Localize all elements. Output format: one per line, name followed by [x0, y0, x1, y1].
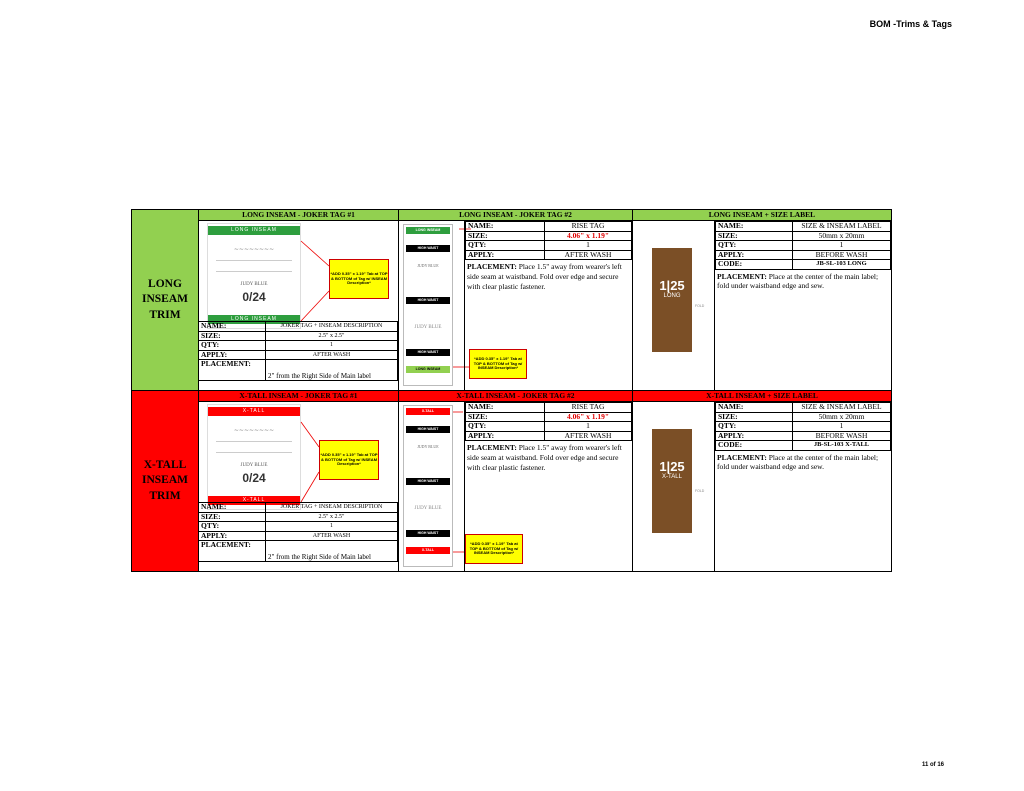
column-title: LONG INSEAM - JOKER TAG #2: [399, 210, 632, 221]
size-label-column: LONG INSEAM + SIZE LABEL 1|25 LONG FOLD NAME: SIZE & INSEAM LABEL SIZE: 50mm x 20mm QTY: 1 APPLY: BEFORE WASH CODE: JB-SL-103 LONG PLACEMENT: Place at the center of the main label; fold under waistband edge and sew.: [633, 210, 891, 390]
placement-text: PLACEMENT: Place at the center of the main label; fold under waistband edge and sew.: [717, 271, 879, 291]
add-tab-note: *ADD 0.35" x 1.19" Tab at TOP & BOTTOM of Tag w/ INSEAM Description*: [329, 259, 389, 299]
joker-tag-1-column: [199, 210, 399, 390]
section-side-label: LONG INSEAM TRIM: [132, 210, 199, 390]
add-tab-note: *ADD 0.35" x 1.19" Tab at TOP & BOTTOM of Tag w/ INSEAM Description*: [319, 440, 379, 480]
column-title: LONG INSEAM - JOKER TAG #1: [199, 210, 398, 221]
joker-tag-1-column: [199, 391, 399, 571]
placement-text: PLACEMENT: Place at the center of the main label; fold under waistband edge and sew.: [717, 452, 879, 472]
page-number: 11 of 16: [921, 762, 944, 768]
column-title: X-TALL INSEAM - JOKER TAG #1: [199, 391, 398, 402]
long-inseam-section: [131, 209, 892, 391]
rise-tag-image: LONG INSEAM HIGH WAIST JUDY BLUE HIGH WAIST JUDY BLUE HIGH WAIST LONG INSEAM: [403, 224, 453, 386]
size-label-image: 1|25 X-TALL: [652, 429, 692, 533]
joker-tag-2-specs: NAME: RISE TAG SIZE: 4.06" x 1.19" QTY: 1 APPLY: AFTER WASH: [465, 402, 632, 441]
xtall-inseam-section: [131, 390, 892, 572]
joker-tag-2-column: [399, 391, 633, 571]
placement-text: PLACEMENT: Place 1.5" away from wearer's left side seam at waistband. Fold over edge and secure with clear plastic fastener.: [467, 262, 622, 291]
joker-tag-1-specs: NAME: JOKER TAG + INSEAM DESCRIPTION SIZE: 2.5" x 2.5" QTY: 1 APPLY: AFTER WASH PLACEMENT: 2" from the Right Side of Main label: [198, 321, 398, 381]
section-side-label: X-TALL INSEAM TRIM: [132, 391, 199, 571]
joker-tag-2-column: [399, 210, 633, 390]
size-label-image: 1|25 LONG: [652, 248, 692, 352]
column-title: LONG INSEAM + SIZE LABEL: [633, 210, 891, 221]
page-header: BOM -Trims & Tags: [869, 19, 952, 29]
add-tab-note: *ADD 0.35" x 1.19" Tab at TOP & BOTTOM of Tag w/ INSEAM Description*: [465, 534, 523, 564]
size-label-specs: NAME: SIZE & INSEAM LABEL SIZE: 50mm x 20mm QTY: 1 APPLY: BEFORE WASH CODE: JB-SL-103 LONG: [715, 221, 891, 270]
column-title: X-TALL INSEAM + SIZE LABEL: [633, 391, 891, 402]
size-label-column: X-TALL INSEAM + SIZE LABEL 1|25 X-TALL FOLD NAME: SIZE & INSEAM LABEL SIZE: 50mm x 20mm QTY: 1 APPLY: BEFORE WASH CODE: JB-SL-103 X-TALL PLACEMENT: Place at the center of the main label; fold under waistband edge and sew.: [633, 391, 891, 571]
joker-tag-image: LONG INSEAM ~~~~~~~~ JUDY BLUE 0/24 LONG INSEAM: [207, 223, 301, 329]
joker-tag-image: X-TALL ~~~~~~~~ JUDY BLUE 0/24 X-TALL: [207, 404, 301, 510]
column-title: X-TALL INSEAM - JOKER TAG #2: [399, 391, 632, 402]
placement-text: PLACEMENT: Place 1.5" away from wearer's left side seam at waistband. Fold over edge and secure with clear plastic fastener.: [467, 443, 622, 472]
rise-tag-image: X-TALL HIGH WAIST JUDY BLUE HIGH WAIST JUDY BLUE HIGH WAIST X-TALL: [403, 405, 453, 567]
size-label-specs: NAME: SIZE & INSEAM LABEL SIZE: 50mm x 20mm QTY: 1 APPLY: BEFORE WASH CODE: JB-SL-103 X-TALL: [715, 402, 891, 451]
joker-tag-2-specs: NAME: RISE TAG SIZE: 4.06" x 1.19" QTY: 1 APPLY: AFTER WASH: [465, 221, 632, 260]
joker-tag-1-specs: NAME: JOKER TAG + INSEAM DESCRIPTION SIZE: 2.5" x 2.5" QTY: 1 APPLY: AFTER WASH PLACEMENT: 2" from the Right Side of Main label: [198, 502, 398, 562]
add-tab-note: *ADD 0.35" x 1.19" Tab at TOP & BOTTOM of Tag w/ INSEAM Description*: [469, 349, 527, 379]
